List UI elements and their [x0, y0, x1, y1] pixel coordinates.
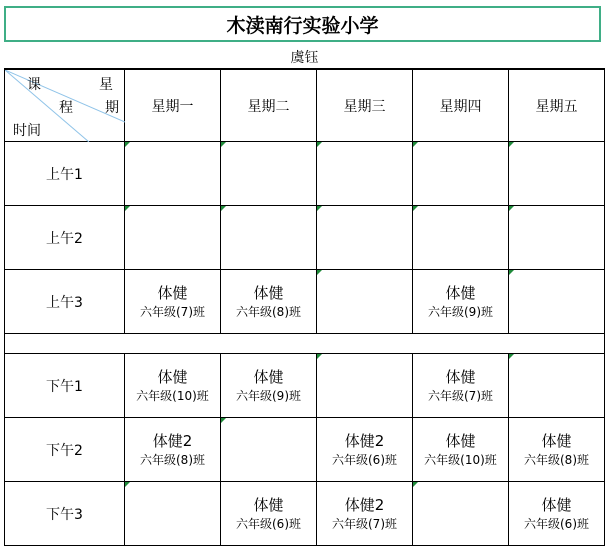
day-header: 星期四	[413, 70, 509, 142]
cell-marker-icon	[317, 270, 322, 275]
schedule-cell[interactable]	[221, 270, 317, 334]
schedule-cell[interactable]	[413, 354, 509, 418]
period-label: 下午3	[5, 482, 125, 546]
period-row	[5, 206, 605, 270]
cell-marker-icon	[125, 206, 130, 211]
gap-cell	[5, 334, 605, 354]
course-name: 体健	[541, 431, 572, 450]
class-name: 六年级(8)班	[236, 304, 301, 319]
course-name: 体健	[541, 495, 572, 514]
schedule-cell[interactable]	[317, 418, 413, 482]
cell-marker-icon	[509, 142, 514, 147]
schedule-cell[interactable]	[317, 482, 413, 546]
course-name: 体健	[157, 283, 188, 302]
cell-marker-icon	[221, 418, 226, 423]
period-row	[5, 418, 605, 482]
cell-marker-icon	[125, 482, 130, 487]
class-name: 六年级(8)班	[140, 452, 205, 467]
schedule-cell[interactable]	[317, 206, 413, 270]
period-label: 下午1	[5, 354, 125, 418]
class-name: 六年级(8)班	[524, 452, 589, 467]
class-name: 六年级(6)班	[332, 452, 397, 467]
cell-marker-icon	[221, 206, 226, 211]
course-name: 体健2	[344, 431, 385, 450]
course-name: 体健2	[344, 495, 385, 514]
schedule-cell[interactable]	[221, 418, 317, 482]
schedule-cell[interactable]	[125, 206, 221, 270]
day-header: 星期二	[221, 70, 317, 142]
corner-label-cheng: 程	[59, 100, 73, 116]
schedule-cell[interactable]	[509, 270, 605, 334]
schedule-cell[interactable]	[221, 354, 317, 418]
cell-marker-icon	[317, 354, 322, 359]
cell-marker-icon	[125, 142, 130, 147]
course-name: 体健	[445, 431, 476, 450]
schedule-cell[interactable]	[125, 354, 221, 418]
header-row	[5, 70, 605, 142]
class-name: 六年级(6)班	[236, 516, 301, 531]
schedule-cell[interactable]	[221, 206, 317, 270]
period-row	[5, 354, 605, 418]
schedule-cell[interactable]	[509, 418, 605, 482]
class-name: 六年级(7)班	[332, 516, 397, 531]
schedule-cell[interactable]	[413, 418, 509, 482]
class-name: 六年级(10)班	[424, 452, 497, 467]
class-name: 六年级(10)班	[136, 388, 209, 403]
course-name: 体健	[445, 367, 476, 386]
corner-label-ke: 课	[27, 77, 41, 93]
period-label: 上午2	[5, 206, 125, 270]
class-name: 六年级(7)班	[428, 388, 493, 403]
day-header: 星期五	[509, 70, 605, 142]
cell-marker-icon	[317, 206, 322, 211]
period-label: 下午2	[5, 418, 125, 482]
corner-cell	[5, 70, 125, 142]
period-row	[5, 482, 605, 546]
schedule-cell[interactable]	[317, 354, 413, 418]
course-name: 体健	[253, 367, 284, 386]
corner-label-xing: 星	[99, 77, 113, 93]
schedule-cell[interactable]	[317, 142, 413, 206]
course-name: 体健	[253, 495, 284, 514]
period-row	[5, 142, 605, 206]
period-label: 上午3	[5, 270, 125, 334]
course-name: 体健	[445, 283, 476, 302]
class-name: 六年级(9)班	[236, 388, 301, 403]
schedule-cell[interactable]	[125, 482, 221, 546]
class-name: 六年级(6)班	[524, 516, 589, 531]
course-name: 体健	[253, 283, 284, 302]
course-name: 体健2	[152, 431, 193, 450]
timetable	[4, 69, 605, 546]
schedule-cell[interactable]	[221, 482, 317, 546]
period-label: 上午1	[5, 142, 125, 206]
lunch-gap-row	[5, 334, 605, 354]
school-title: 木渎南行实验小学	[4, 6, 601, 42]
schedule-cell[interactable]	[509, 354, 605, 418]
schedule-cell[interactable]	[413, 270, 509, 334]
corner-label-qi: 期	[105, 100, 119, 116]
course-name: 体健	[157, 367, 188, 386]
teacher-name: 虞钰	[4, 46, 605, 69]
class-name: 六年级(7)班	[140, 304, 205, 319]
schedule-cell[interactable]	[413, 482, 509, 546]
schedule-cell[interactable]	[317, 270, 413, 334]
schedule-cell[interactable]	[221, 142, 317, 206]
schedule-cell[interactable]	[509, 142, 605, 206]
day-header: 星期一	[125, 70, 221, 142]
class-name: 六年级(9)班	[428, 304, 493, 319]
cell-marker-icon	[317, 142, 322, 147]
cell-marker-icon	[221, 142, 226, 147]
cell-marker-icon	[413, 206, 418, 211]
schedule-cell[interactable]	[125, 142, 221, 206]
corner-label-time: 时间	[13, 123, 41, 139]
cell-marker-icon	[413, 142, 418, 147]
cell-marker-icon	[509, 354, 514, 359]
cell-marker-icon	[509, 270, 514, 275]
cell-marker-icon	[413, 482, 418, 487]
schedule-cell[interactable]	[125, 270, 221, 334]
day-header: 星期三	[317, 70, 413, 142]
schedule-cell[interactable]	[509, 206, 605, 270]
schedule-cell[interactable]	[509, 482, 605, 546]
schedule-cell[interactable]	[413, 142, 509, 206]
schedule-cell[interactable]	[125, 418, 221, 482]
cell-marker-icon	[509, 206, 514, 211]
schedule-cell[interactable]	[413, 206, 509, 270]
period-row	[5, 270, 605, 334]
